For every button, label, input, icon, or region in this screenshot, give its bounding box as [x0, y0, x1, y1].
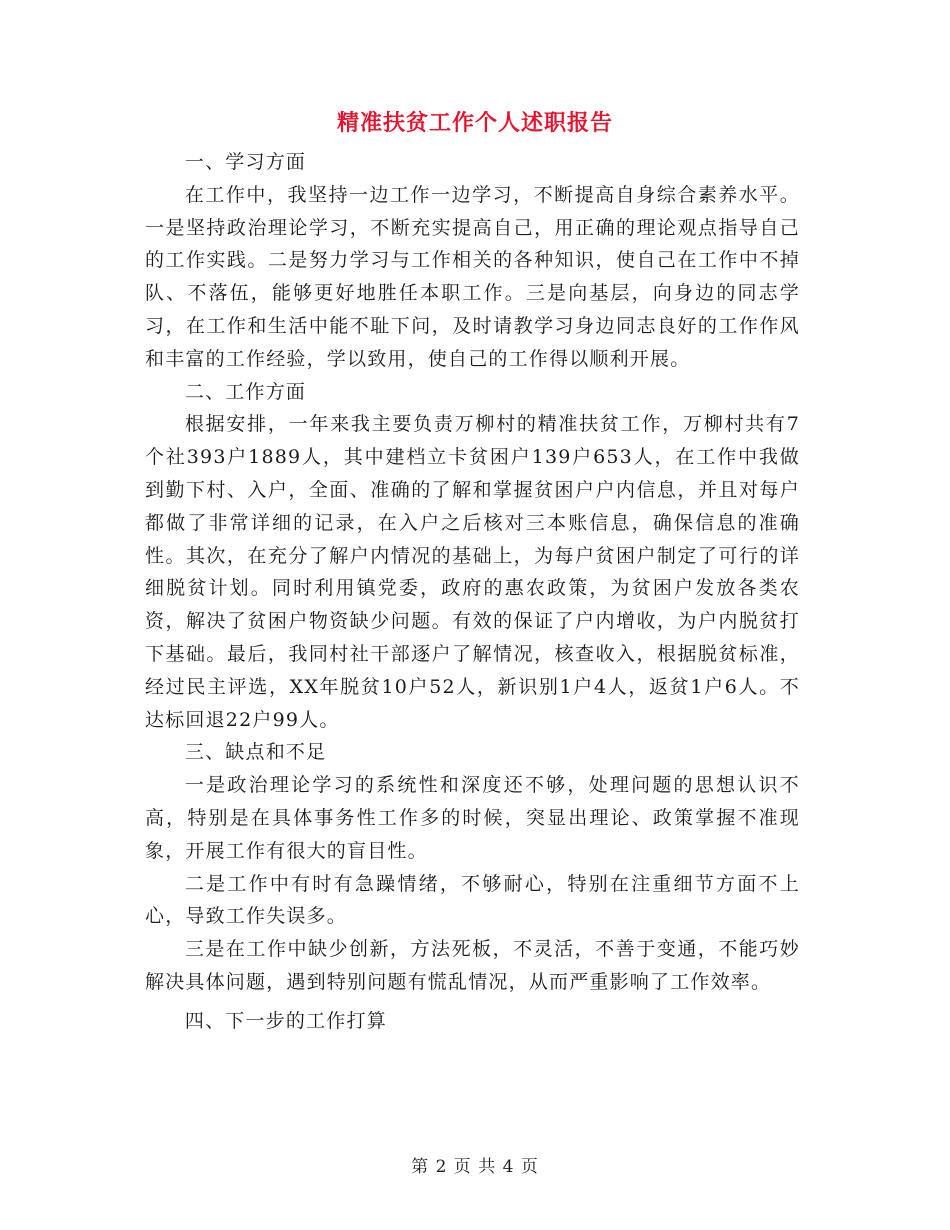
section-heading-shortcomings: 三、缺点和不足	[184, 741, 327, 764]
document-title: 精准扶贫工作个人述职报告	[336, 110, 613, 136]
paragraph-study: 在工作中，我坚持一边工作一边学习，不断提高自身综合素养水平。一是坚持政治理论学习，不断充实提高自己，用正确的理论观点指导自己的工作实践。二是努力学习与工作相关的各种知识，使自己在工作中不掉队、不落伍，能够更好地胜任本职工作。三是向基层，向身边的同志学习，在工作和生活中能不耻下问，及时请教学习身边同志良好的工作作风和丰富的工作经验，学以致用，使自己的工作得以顺利开展。	[145, 183, 800, 370]
section-heading-work: 二、工作方面	[184, 380, 307, 403]
document-body	[145, 146, 800, 1038]
paragraph-work: 根据安排，一年来我主要负责万柳村的精准扶贫工作，万柳村共有7个社393户1889人，其中建档立卡贫困户139户653人，在工作中我做到勤下村、入户，全面、准确的了解和掌握贫困户户内信息，并且对每户都做了非常详细的记录，在入户之后核对三本账信息，确保信息的准确性。其次，在充分了解户内情况的基础上，为每户贫困户制定了可行的详细脱贫计划。同时利用镇党委，政府的惠农政策，为贫困户发放各类农资，解决了贫困户物资缺少问题。有效的保证了户内增收，为户内脱贫打下基础。最后，我同村社干部逐户了解情况，核查收入，根据脱贫标准，经过民主评选，XX年脱贫10户52人，新识别1户4人，返贫1户6人。不达标回退22户99人。	[145, 413, 800, 731]
page-number-footer: 第 2 页 共 4 页	[411, 1157, 539, 1177]
section-heading-study: 一、学习方面	[184, 151, 307, 173]
paragraph-shortcoming-1: 一是政治理论学习的系统性和深度还不够，处理问题的思想认识不高，特别是在具体事务性工作多的时候，突显出理论、政策掌握不准现象，开展工作有很大的盲目性。	[145, 774, 800, 862]
paragraph-shortcoming-3: 三是在工作中缺少创新，方法死板，不灵活，不善于变通，不能巧妙解决具体问题，遇到特别问题有慌乱情况，从而严重影响了工作效率。	[145, 938, 800, 993]
section-heading-next-steps: 四、下一步的工作打算	[184, 1009, 387, 1032]
paragraph-shortcoming-2: 二是工作中有时有急躁情绪，不够耐心，特别在注重细节方面不上心，导致工作失误多。	[145, 872, 800, 928]
